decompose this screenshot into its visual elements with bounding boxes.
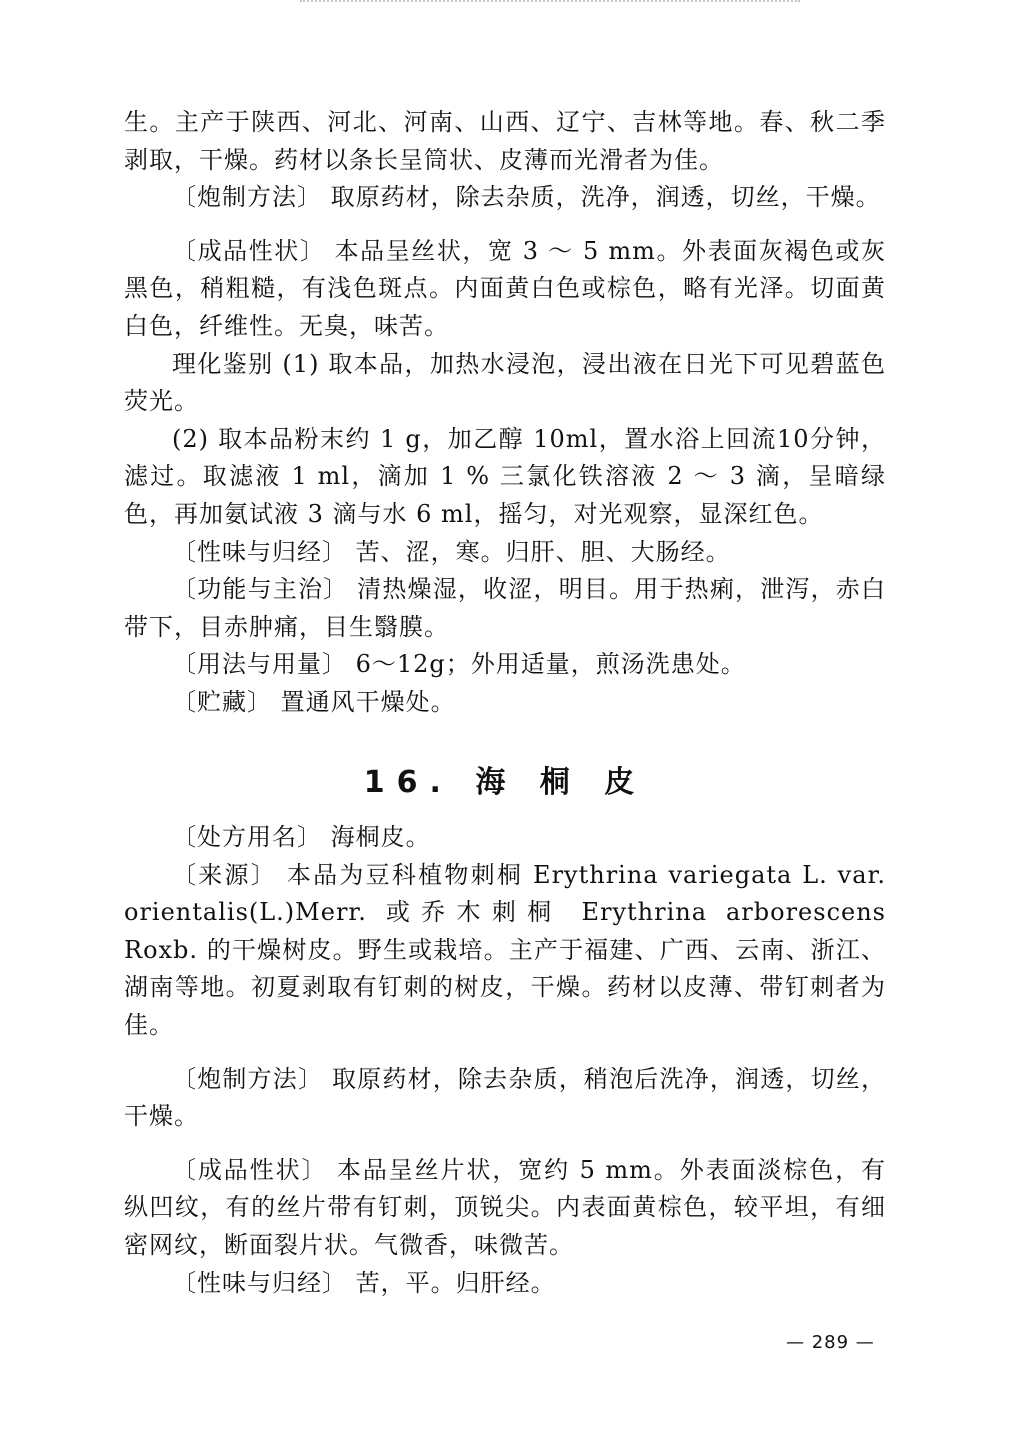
paragraph-processing-method: 〔炮制方法〕 取原药材，除去杂质，稍泡后洗净，润透，切丝，干燥。 — [124, 1064, 886, 1131]
paragraph-prescription-name: 〔处方用名〕 海桐皮。 — [172, 823, 431, 852]
page-body — [124, 104, 886, 1302]
paragraph-processing-method: 〔炮制方法〕 取原药材，除去杂质，洗净，润透，切丝，干燥。 — [172, 183, 881, 212]
paragraph-origin-continued: 生。主产于陕西、河北、河南、山西、辽宁、吉林等地。春、秋二季剥取，干燥。药材以条长呈筒状、皮薄而光滑者为佳。 — [124, 108, 886, 174]
paragraph-taste-meridian: 〔性味与归经〕 苦、涩，寒。归肝、胆、大肠经。 — [172, 537, 731, 566]
paragraph-physchem-id-2: (2) 取本品粉末约 1 g，加乙醇 10ml，置水浴上回流10分钟，滤过。取滤液 1 ml，滴加 1 % 三氯化铁溶液 2 ～ 3 滴，呈暗绿色，再加氨试液 3 滴与水 6 ml，摇匀，对光观察，显深红色。 — [124, 424, 886, 528]
header-smudge — [300, 0, 800, 12]
section-title: 16. 海 桐 皮 — [363, 764, 647, 800]
paragraph-source: 〔来源〕 本品为豆科植物刺桐 Erythrina variegata L. var. orientalis(L.)Merr. 或乔木刺桐 Erythrina arborescens Roxb. 的干燥树皮。野生或栽培。主产于福建、广西、云南、浙江、湖南等地。初夏剥取有钉刺的树皮，干燥。药材以皮薄、带钉刺者为佳。 — [124, 860, 886, 1040]
paragraph-storage: 〔贮藏〕 置通风干燥处。 — [172, 687, 456, 716]
page-number: — 289 — — [786, 1332, 875, 1353]
paragraph-physchem-id-1: 理化鉴别 (1) 取本品，加热水浸泡，浸出液在日光下可见碧蓝色荧光。 — [124, 349, 886, 416]
paragraph-function-indication: 〔功能与主治〕 清热燥湿，收涩，明目。用于热痢，泄泻，赤白带下，目赤肿痛，目生翳膜。 — [124, 575, 886, 641]
paragraph-usage-dosage: 〔用法与用量〕 6～12g；外用适量，煎汤洗患处。 — [172, 650, 746, 679]
paragraph-product-traits: 〔成品性状〕 本品呈丝片状，宽约 5 mm。外表面淡棕色，有纵凹纹，有的丝片带有钉刺，顶锐尖。内表面黄棕色，较平坦，有细密网纹，断面裂片状。气微香，味微苦。 — [124, 1155, 886, 1260]
paragraph-taste-meridian: 〔性味与归经〕 苦，平。归肝经。 — [172, 1268, 556, 1297]
paragraph-product-traits: 〔成品性状〕 本品呈丝状，宽 3 ～ 5 mm。外表面灰褐色或灰黑色，稍粗糙，有浅色斑点。内面黄白色或棕色，略有光泽。切面黄白色，纤维性。无臭，味苦。 — [124, 236, 886, 340]
